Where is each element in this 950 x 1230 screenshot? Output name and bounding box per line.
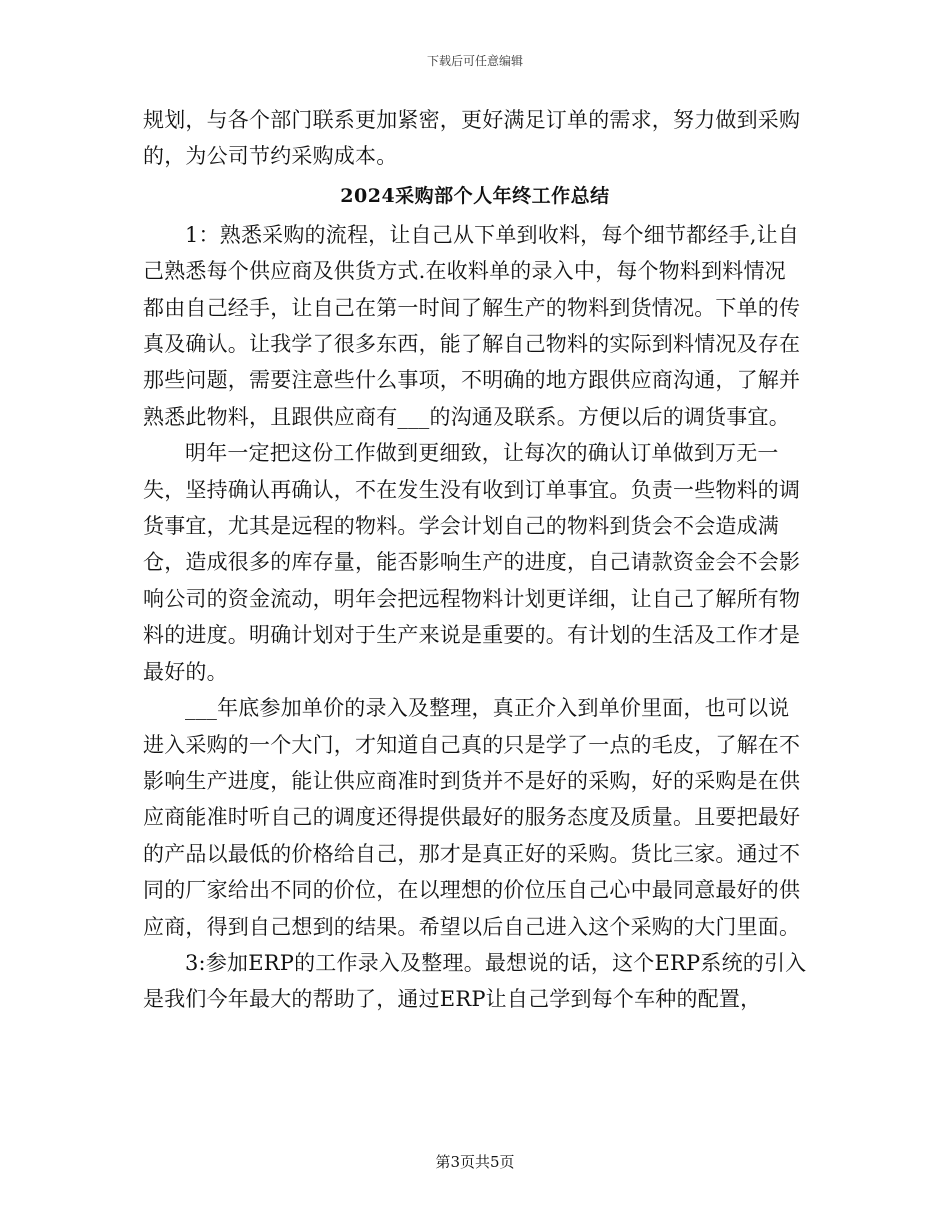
paragraph-3: ___年底参加单价的录入及整理，真正介入到单价里面，也可以说进入采购的一个大门，才知道自己真的只是学了一点的毛皮，了解在不影响生产进度，能让供应商准时到货并不是好的采购，好的采购是在供应商能准时听自己的调度还得提供最好的服务态度及质量。且要把最好的产品以最低的价格给自己，那才是真正好的采购。货比三家。通过不同的厂家给出不同的价位，在以理想的价位压自己心中最同意最好的供应商，得到自己想到的结果。希望以后自己进入这个采购的大门里面。 (143, 696, 801, 939)
document-body (143, 102, 807, 1018)
paragraph-1: 1：熟悉采购的流程，让自己从下单到收料，每个细节都经手,让自己熟悉每个供应商及供货方式.在收料单的录入中，每个物料到料情况都由自己经手，让自己在第一时间了解生产的物料到货情况。下单的传真及确认。让我学了很多东西，能了解自己物料的实际到料情况及存在那些问题，需要注意些什么事项，不明确的地方跟供应商沟通，了解并熟悉此物料，且跟供应商有___的沟通及联系。方便以后的调货事宜。 (143, 222, 801, 429)
page-header: 下载后可任意编辑 (426, 54, 523, 68)
paragraph-2: 明年一定把这份工作做到更细致，让每次的确认订单做到万无一失，坚持确认再确认，不在发生没有收到订单事宜。负责一些物料的调货事宜，尤其是远程的物料。学会计划自己的物料到货会不会造成满仓，造成很多的库存量，能否影响生产的进度，自己请款资金会不会影响公司的资金流动，明年会把远程物料计划更详细，让自己了解所有物料的进度。明确计划对于生产来说是重要的。有计划的生活及工作才是最好的。 (143, 441, 801, 684)
paragraph-continuation: 规划，与各个部门联系更加紧密，更好满足订单的需求，努力做到采购的，为公司节约采购成本。 (143, 108, 801, 169)
paragraph-4: 3:参加ERP的工作录入及整理。最想说的话，这个ERP系统的引入是我们今年最大的帮助了，通过ERP让自己学到每个车种的配置， (143, 950, 807, 1012)
document-title: 2024采购部个人年终工作总结 (340, 184, 610, 207)
page-footer: 第3页共5页 (435, 1153, 515, 1171)
